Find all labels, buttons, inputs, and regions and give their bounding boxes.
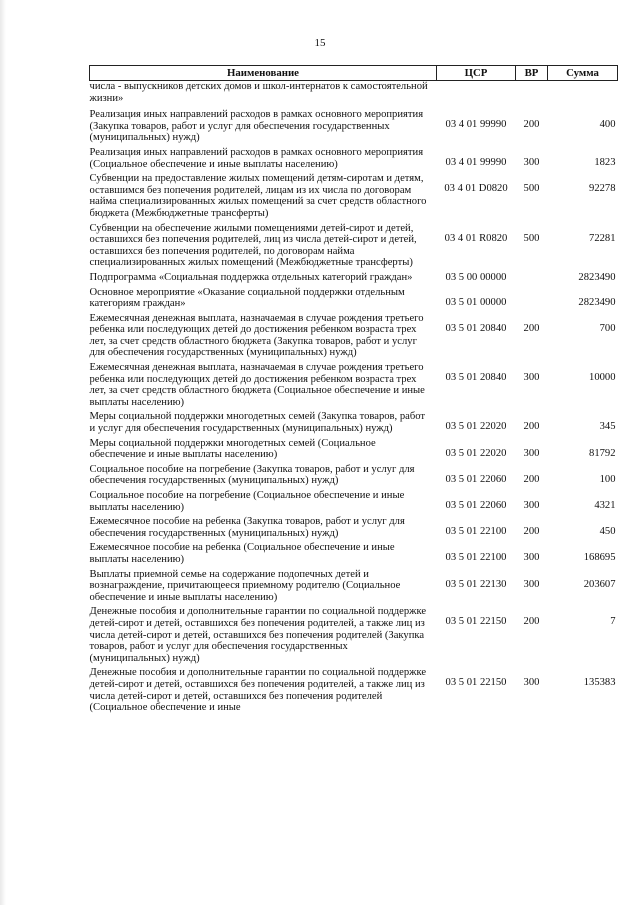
row-csr: 03 5 01 00000 xyxy=(445,296,507,308)
row-sum: 72281 xyxy=(589,232,616,244)
row-csr: 03 5 01 22100 xyxy=(445,526,507,538)
row-name: Субвенции на предоставление жилых помещений детям-сиротам и детям, оставшимся без попечения родителей, лицам из их числа по договорам найма специализированных жилых помещений за счет средств областного бюджета (Межбюджетные трансферты) xyxy=(89,173,427,219)
row-name: Ежемесячное пособие на ребенка (Социальное обеспечение и иные выплаты населению) xyxy=(89,542,395,565)
row-vr: 300 xyxy=(523,156,540,168)
row-csr: 03 4 01 D0820 xyxy=(444,183,508,195)
row-csr: 03 5 01 22100 xyxy=(445,552,507,564)
table-header xyxy=(90,66,618,81)
row-name: Меры социальной поддержки многодетных семей (Закупка товаров, работ и услуг для обеспечения государственных (муниципальных) нужд) xyxy=(89,411,426,435)
table-row xyxy=(90,411,618,437)
scan-edge-shadow xyxy=(0,0,6,905)
row-vr: 500 xyxy=(523,232,540,244)
row-name: Ежемесячная денежная выплата, назначаемая в случае рождения третьего ребенка или последующих детей до достижения ребенком возраста трех лет, за счет средств областного бюджета (Закупка товаров, работ и услуг для обеспечения государственных (муниципальных) нужд) xyxy=(89,312,424,359)
row-name: Реализация иных направлений расходов в рамках основного мероприятия (Социальное обеспечение и иные выплаты населению) xyxy=(89,146,424,170)
row-csr: 03 5 00 00000 xyxy=(445,271,507,283)
row-sum: 2823490 xyxy=(578,296,616,308)
row-name: Ежемесячная денежная выплата, назначаемая в случае рождения третьего ребенка или последующих детей до достижения ребенком возраста трех лет, за счет средств областного бюджета (Социальное обеспечение и иные выплаты населению) xyxy=(89,362,425,408)
row-vr xyxy=(516,272,548,287)
table-row xyxy=(90,147,618,173)
row-sum: 2823490 xyxy=(578,271,616,283)
header-sum: Сумма xyxy=(548,66,618,81)
row-csr: 03 5 01 22150 xyxy=(445,616,507,628)
row-vr: 300 xyxy=(523,500,540,511)
table-row xyxy=(90,667,618,716)
header-name: Наименование xyxy=(90,66,437,81)
header-vr: ВР xyxy=(516,66,548,81)
row-sum: 700 xyxy=(599,322,616,334)
row-name: Денежные пособия и дополнительные гарантии по социальной поддержке детей-сирот и детей, оставшихся без попечения родителей, а также лиц из числа детей-сирот и детей, оставшихся без попечения родителей (Социальное обеспечение и иные xyxy=(89,667,427,714)
row-vr: 500 xyxy=(523,183,540,195)
row-vr: 300 xyxy=(523,552,540,564)
row-sum: 345 xyxy=(599,421,616,433)
row-name: Социальное пособие на погребение (Закупка товаров, работ и услуг для обеспечения государственных (муниципальных) нужд) xyxy=(89,463,415,487)
table-row xyxy=(90,542,618,568)
row-csr: 03 5 01 22130 xyxy=(445,578,507,590)
row-csr: 03 5 01 20840 xyxy=(445,372,507,384)
row-vr xyxy=(516,287,548,313)
row-vr: 300 xyxy=(523,578,540,590)
row-csr: 03 4 01 R0820 xyxy=(444,232,508,244)
table-row xyxy=(90,223,618,272)
table-row xyxy=(90,313,618,362)
row-sum: 81792 xyxy=(589,447,616,459)
row-vr: 200 xyxy=(523,616,540,628)
table-row xyxy=(90,287,618,313)
row-csr: 03 5 01 22150 xyxy=(445,677,507,689)
page-number: 15 xyxy=(314,37,326,49)
table-row xyxy=(90,362,618,411)
row-vr: 200 xyxy=(523,473,540,485)
table-row xyxy=(90,569,618,607)
row-vr: 200 xyxy=(523,526,540,538)
row-csr: 03 5 01 22020 xyxy=(445,421,507,433)
continuation-text: числа - выпускников детских домов и школ-интернатов к самостоятельной жизни» xyxy=(89,81,428,104)
table-row xyxy=(90,490,618,516)
row-csr: 03 4 01 99990 xyxy=(445,119,507,131)
table-row xyxy=(90,606,618,667)
row-sum: 7 xyxy=(610,616,616,628)
row-sum: 10000 xyxy=(589,372,616,384)
row-vr: 200 xyxy=(523,119,540,131)
row-vr: 200 xyxy=(523,322,540,334)
row-name: Ежемесячное пособие на ребенка (Закупка товаров, работ и услуг для обеспечения государственных (муниципальных) нужд) xyxy=(89,516,405,539)
table-row xyxy=(90,272,618,287)
row-name: Социальное пособие на погребение (Социальное обеспечение и иные выплаты населению) xyxy=(89,490,405,513)
table-body xyxy=(90,81,618,717)
table-row xyxy=(90,438,618,464)
row-name: Денежные пособия и дополнительные гарантии по социальной поддержке детей-сирот и детей, оставшихся без попечения родителей, а также лиц из числа детей-сирот и детей, оставшихся без попечения родителей (Закупка товаров, работ и услуг для обеспечения государственных (муниципальных) нужд) xyxy=(89,606,427,664)
row-sum: 400 xyxy=(599,119,616,131)
table-row xyxy=(90,109,618,147)
row-name: Субвенции на обеспечение жилыми помещениями детей-сирот и детей, оставшихся без попечения родителей, лиц из числа детей-сирот и детей, оставшихся без попечения родителей, по договорам найма специализированных жилых помещений (Межбюджетные трансферты) xyxy=(89,222,417,269)
table-row xyxy=(90,173,618,222)
row-sum: 168695 xyxy=(583,552,616,564)
budget-table xyxy=(89,65,618,717)
table-row xyxy=(90,464,618,490)
row-name: Меры социальной поддержки многодетных семей (Социальное обеспечение и иные выплаты населению) xyxy=(89,437,376,461)
row-vr: 200 xyxy=(523,421,540,433)
continuation-row xyxy=(90,81,618,110)
row-sum: 92278 xyxy=(589,183,616,195)
row-csr: 03 5 01 22060 xyxy=(445,473,507,485)
row-vr: 300 xyxy=(523,447,540,459)
row-vr: 300 xyxy=(523,677,540,689)
row-csr: 03 5 01 20840 xyxy=(445,322,507,334)
row-sum: 135383 xyxy=(583,677,616,689)
row-vr: 300 xyxy=(523,372,540,384)
row-name: Подпрограмма «Социальная поддержка отдельных категорий граждан» xyxy=(89,271,413,283)
row-sum: 450 xyxy=(599,526,616,538)
row-csr: 03 4 01 99990 xyxy=(445,156,507,168)
row-csr: 03 5 01 22060 xyxy=(445,500,507,511)
row-name: Выплаты приемной семье на содержание подопечных детей и вознаграждение, причитающееся приемному родителю (Социальное обеспечение и иные выплаты населению) xyxy=(89,568,401,603)
row-csr: 03 5 01 22020 xyxy=(445,447,507,459)
row-sum: 203607 xyxy=(583,578,616,590)
row-sum: 100 xyxy=(599,473,616,485)
row-sum: 4321 xyxy=(594,500,616,511)
row-name: Основное мероприятие «Оказание социальной поддержки отдельным категориям граждан» xyxy=(89,286,405,310)
row-sum: 1823 xyxy=(594,156,616,168)
row-name: Реализация иных направлений расходов в рамках основного мероприятия (Закупка товаров, работ и услуг для обеспечения государственных (муниципальных) нужд) xyxy=(89,109,424,144)
table-row xyxy=(90,516,618,542)
header-csr: ЦСР xyxy=(437,66,516,81)
